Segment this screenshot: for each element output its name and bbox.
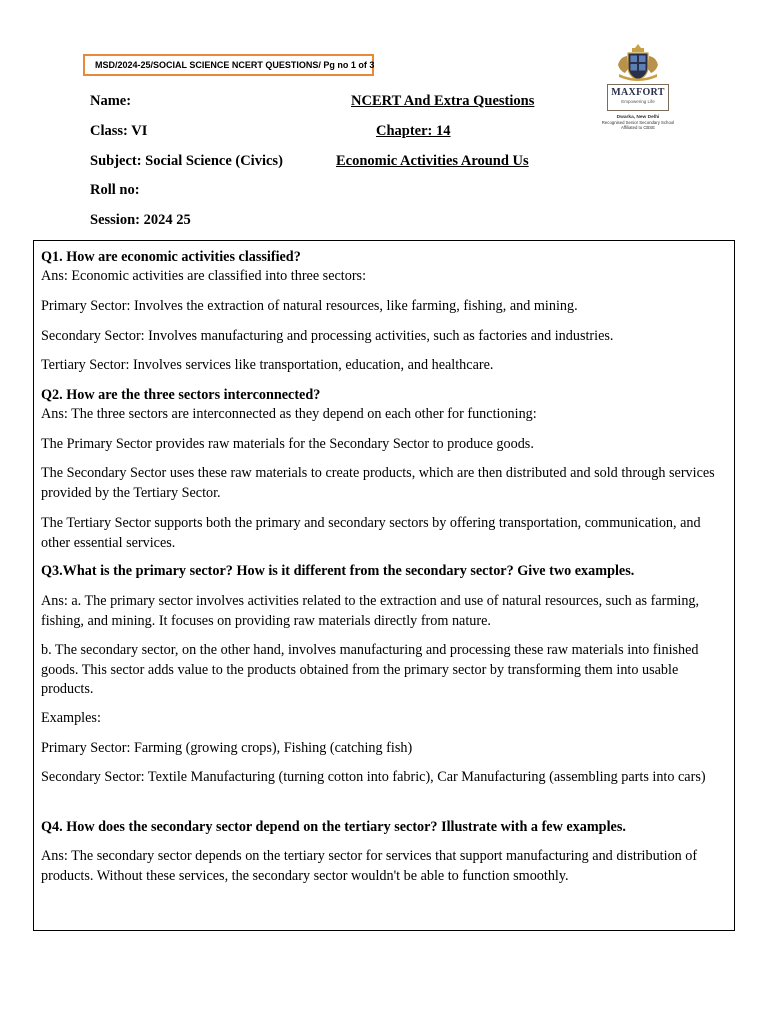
answer-2-tertiary: The Tertiary Sector supports both the primary and secondary sectors by offering transportation, communication, and other essential services. (41, 515, 701, 551)
answer-2-secondary: The Secondary Sector uses these raw materials to create products, which are then distributed and sold through services provided by the Tertiary Sector. (41, 465, 715, 501)
chapter-title: Economic Activities Around Us (336, 153, 529, 169)
subject-label: Subject: Social Science (Civics) (90, 153, 283, 169)
answer-1-tertiary: Tertiary Sector: Involves services like transportation, education, and healthcare. (41, 357, 494, 373)
answer-1-primary: Primary Sector: Involves the extraction of natural resources, like farming, fishing, and mining. (41, 298, 578, 314)
roll-no-label: Roll no: (90, 182, 140, 198)
question-2: Q2. How are the three sectors interconnected? (41, 387, 321, 403)
question-3: Q3.What is the primary sector? How is it different from the secondary sector? Give two examples. (41, 563, 635, 579)
answer-3-b: b. The secondary sector, on the other hand, involves manufacturing and processing these raw materials into finished goods. This sector adds value to the products obtained from the primary sector by transforming them into usable products. (41, 642, 699, 697)
chapter-number: Chapter: 14 (376, 123, 451, 139)
session-label: Session: 2024 25 (90, 212, 191, 228)
question-1: Q1. How are economic activities classified? (41, 249, 301, 265)
document-title: NCERT And Extra Questions (351, 93, 535, 109)
answer-3-examples-heading: Examples: (41, 710, 101, 726)
logo-affiliation: Affiliated to CBSE (620, 125, 656, 130)
answer-2-intro: Ans: The three sectors are interconnected as they depend on each other for functioning: (41, 406, 537, 422)
questions-answers-box (33, 240, 735, 931)
answer-1-secondary: Secondary Sector: Involves manufacturing and processing activities, such as factories and industries. (41, 328, 614, 344)
logo-recognition: Recognised Senior Secondary School (601, 120, 675, 125)
class-label: Class: VI (90, 123, 148, 139)
school-crest-icon (615, 44, 661, 82)
answer-1-intro: Ans: Economic activities are classified into three sectors: (41, 268, 367, 284)
school-logo (596, 44, 680, 140)
answer-4: Ans: The secondary sector depends on the tertiary sector for services that support manufacturing and distribution of products. Without these services, the secondary sector wouldn't be able to function smoothly. (41, 848, 698, 884)
answer-2-primary: The Primary Sector provides raw materials for the Secondary Sector to produce goods. (41, 436, 534, 452)
answer-3-a: Ans: a. The primary sector involves activities related to the extraction and use of natural resources, such as farming, fishing, and mining. It focuses on providing raw materials directly from nature. (41, 593, 700, 629)
question-4: Q4. How does the secondary sector depend on the tertiary sector? Illustrate with a few examples. (41, 819, 626, 835)
name-label: Name: (90, 93, 132, 109)
logo-address (596, 114, 680, 130)
logo-school-name: MAXFORT (611, 87, 665, 98)
answer-3-example-secondary: Secondary Sector: Textile Manufacturing (turning cotton into fabric), Car Manufacturing (assembling parts into cars) (41, 769, 706, 785)
answer-3-example-primary: Primary Sector: Farming (growing crops), Fishing (catching fish) (41, 740, 413, 756)
logo-name-box (607, 84, 669, 111)
document-code-box: MSD/2024-25/SOCIAL SCIENCE NCERT QUESTIONS/ Pg no 1 of 3 (83, 54, 374, 76)
logo-location: Dwarka, New Delhi (616, 115, 660, 120)
logo-tagline: Empowering Life (621, 99, 655, 104)
